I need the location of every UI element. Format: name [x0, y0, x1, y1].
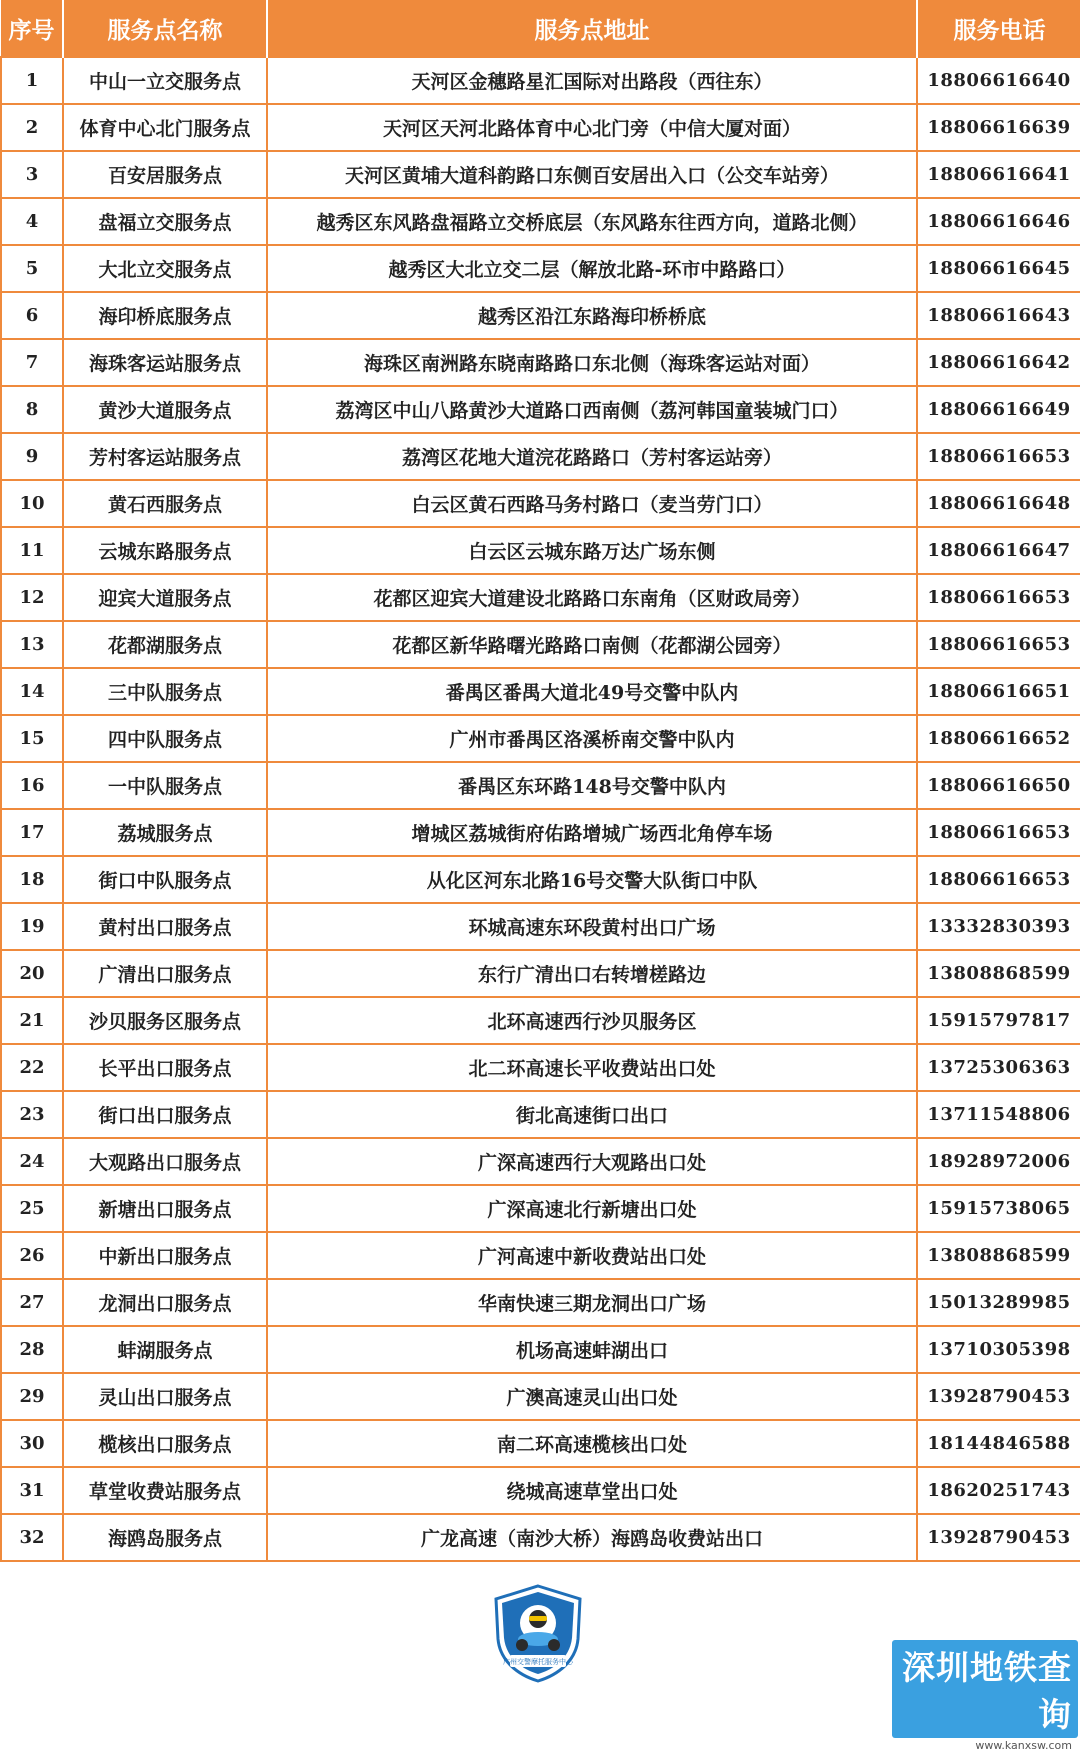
- service-point-address: 东行广清出口右转增槎路边: [267, 950, 917, 997]
- table-header: [1, 0, 1080, 57]
- row-index: 30: [1, 1420, 63, 1467]
- table-row: [1, 715, 1080, 762]
- service-phone: 13332830393: [917, 903, 1080, 950]
- row-index: 31: [1, 1467, 63, 1514]
- service-point-address: 广州市番禺区洛溪桥南交警中队内: [267, 715, 917, 762]
- service-phone: 15915738065: [917, 1185, 1080, 1232]
- service-point-address: 广深高速北行新塘出口处: [267, 1185, 917, 1232]
- service-point-address: 街北高速街口出口: [267, 1091, 917, 1138]
- row-index: 29: [1, 1373, 63, 1420]
- row-index: 27: [1, 1279, 63, 1326]
- service-point-address: 天河区天河北路体育中心北门旁（中信大厦对面）: [267, 104, 917, 151]
- service-point-address: 绕城高速草堂出口处: [267, 1467, 917, 1514]
- service-phone: 18928972006: [917, 1138, 1080, 1185]
- row-index: 5: [1, 245, 63, 292]
- service-phone: 18806616645: [917, 245, 1080, 292]
- service-point-address: 广龙高速（南沙大桥）海鸥岛收费站出口: [267, 1514, 917, 1561]
- table-row: [1, 433, 1080, 480]
- table-row: [1, 245, 1080, 292]
- header-index: 序号: [1, 0, 63, 57]
- service-point-address: 番禺区番禺大道北49号交警中队内: [267, 668, 917, 715]
- table-row: [1, 1044, 1080, 1091]
- service-phone: 18806616641: [917, 151, 1080, 198]
- table-row: [1, 57, 1080, 104]
- service-point-address: 天河区金穗路星汇国际对出路段（西往东）: [267, 57, 917, 104]
- service-point-name: 灵山出口服务点: [63, 1373, 267, 1420]
- service-point-address: 番禺区东环路148号交警中队内: [267, 762, 917, 809]
- service-point-address: 花都区迎宾大道建设北路路口东南角（区财政局旁）: [267, 574, 917, 621]
- table-row: [1, 386, 1080, 433]
- watermark: [892, 1640, 1078, 1752]
- service-point-name: 一中队服务点: [63, 762, 267, 809]
- row-index: 9: [1, 433, 63, 480]
- table-row: [1, 198, 1080, 245]
- service-point-address: 广澳高速灵山出口处: [267, 1373, 917, 1420]
- table-row: [1, 1467, 1080, 1514]
- traffic-police-logo: [490, 1583, 586, 1683]
- service-phone: 13928790453: [917, 1373, 1080, 1420]
- service-point-address: 白云区黄石西路马务村路口（麦当劳门口）: [267, 480, 917, 527]
- service-point-name: 荔城服务点: [63, 809, 267, 856]
- service-phone: 18806616648: [917, 480, 1080, 527]
- service-phone: 18806616652: [917, 715, 1080, 762]
- service-point-name: 三中队服务点: [63, 668, 267, 715]
- service-point-name: 海鸥岛服务点: [63, 1514, 267, 1561]
- service-point-address: 北二环高速长平收费站出口处: [267, 1044, 917, 1091]
- service-point-name: 黄石西服务点: [63, 480, 267, 527]
- service-point-address: 北环高速西行沙贝服务区: [267, 997, 917, 1044]
- service-phone: 18806616646: [917, 198, 1080, 245]
- service-point-name: 盘福立交服务点: [63, 198, 267, 245]
- service-point-name: 黄沙大道服务点: [63, 386, 267, 433]
- row-index: 16: [1, 762, 63, 809]
- service-point-name: 花都湖服务点: [63, 621, 267, 668]
- service-point-name: 沙贝服务区服务点: [63, 997, 267, 1044]
- service-point-address: 机场高速蚌湖出口: [267, 1326, 917, 1373]
- table-row: [1, 1138, 1080, 1185]
- service-point-name: 龙洞出口服务点: [63, 1279, 267, 1326]
- service-phone: 13710305398: [917, 1326, 1080, 1373]
- logo-caption: 广州交警摩托服务中心: [503, 1658, 573, 1666]
- table-row: [1, 668, 1080, 715]
- row-index: 23: [1, 1091, 63, 1138]
- row-index: 7: [1, 339, 63, 386]
- table-row: [1, 1326, 1080, 1373]
- service-point-name: 新塘出口服务点: [63, 1185, 267, 1232]
- service-point-name: 广清出口服务点: [63, 950, 267, 997]
- shield-icon: [490, 1583, 586, 1683]
- service-point-address: 广深高速西行大观路出口处: [267, 1138, 917, 1185]
- service-phone: 13711548806: [917, 1091, 1080, 1138]
- service-point-name: 海珠客运站服务点: [63, 339, 267, 386]
- service-phone: 18806616653: [917, 433, 1080, 480]
- row-index: 3: [1, 151, 63, 198]
- service-point-name: 迎宾大道服务点: [63, 574, 267, 621]
- service-phone: 18806616649: [917, 386, 1080, 433]
- row-index: 19: [1, 903, 63, 950]
- service-point-address: 华南快速三期龙洞出口广场: [267, 1279, 917, 1326]
- service-point-address: 白云区云城东路万达广场东侧: [267, 527, 917, 574]
- service-phone: 18806616643: [917, 292, 1080, 339]
- service-point-address: 花都区新华路曙光路路口南侧（花都湖公园旁）: [267, 621, 917, 668]
- service-phone: 18806616650: [917, 762, 1080, 809]
- service-phone: 18806616642: [917, 339, 1080, 386]
- service-point-name: 街口出口服务点: [63, 1091, 267, 1138]
- service-point-name: 黄村出口服务点: [63, 903, 267, 950]
- row-index: 12: [1, 574, 63, 621]
- service-point-address: 南二环高速榄核出口处: [267, 1420, 917, 1467]
- table-row: [1, 574, 1080, 621]
- header-name: 服务点名称: [63, 0, 267, 57]
- watermark-url: www.kanxsw.com: [975, 1739, 1072, 1752]
- service-point-address: 荔湾区花地大道浣花路路口（芳村客运站旁）: [267, 433, 917, 480]
- table-row: [1, 527, 1080, 574]
- row-index: 13: [1, 621, 63, 668]
- service-phone: 18806616640: [917, 57, 1080, 104]
- table-row: [1, 104, 1080, 151]
- row-index: 11: [1, 527, 63, 574]
- table-row: [1, 480, 1080, 527]
- header-row: [1, 0, 1080, 57]
- row-index: 1: [1, 57, 63, 104]
- service-phone: 13928790453: [917, 1514, 1080, 1561]
- service-phone: 18806616653: [917, 621, 1080, 668]
- service-point-address: 天河区黄埔大道科韵路口东侧百安居出入口（公交车站旁）: [267, 151, 917, 198]
- table-row: [1, 950, 1080, 997]
- service-point-address: 越秀区沿江东路海印桥桥底: [267, 292, 917, 339]
- service-point-address: 越秀区大北立交二层（解放北路-环市中路路口）: [267, 245, 917, 292]
- table-row: [1, 621, 1080, 668]
- row-index: 6: [1, 292, 63, 339]
- service-phone: 15013289985: [917, 1279, 1080, 1326]
- row-index: 21: [1, 997, 63, 1044]
- row-index: 20: [1, 950, 63, 997]
- row-index: 17: [1, 809, 63, 856]
- table-row: [1, 903, 1080, 950]
- service-point-name: 长平出口服务点: [63, 1044, 267, 1091]
- table-row: [1, 1185, 1080, 1232]
- row-index: 32: [1, 1514, 63, 1561]
- service-phone: 18806616647: [917, 527, 1080, 574]
- row-index: 18: [1, 856, 63, 903]
- service-point-name: 榄核出口服务点: [63, 1420, 267, 1467]
- row-index: 14: [1, 668, 63, 715]
- service-phone: 13725306363: [917, 1044, 1080, 1091]
- service-point-address: 越秀区东风路盘福路立交桥底层（东风路东往西方向，道路北侧）: [267, 198, 917, 245]
- row-index: 26: [1, 1232, 63, 1279]
- watermark-title: 深圳地铁查询: [892, 1640, 1078, 1738]
- table-row: [1, 1279, 1080, 1326]
- service-phone: 18620251743: [917, 1467, 1080, 1514]
- table-body: [1, 57, 1080, 1561]
- table-row: [1, 762, 1080, 809]
- table-row: [1, 1091, 1080, 1138]
- service-phone: 18806616653: [917, 809, 1080, 856]
- header-address: 服务点地址: [267, 0, 917, 57]
- service-point-address: 海珠区南洲路东晓南路路口东北侧（海珠客运站对面）: [267, 339, 917, 386]
- service-point-name: 四中队服务点: [63, 715, 267, 762]
- row-index: 2: [1, 104, 63, 151]
- row-index: 25: [1, 1185, 63, 1232]
- service-phone: 13808868599: [917, 950, 1080, 997]
- service-point-name: 中山一立交服务点: [63, 57, 267, 104]
- service-phone: 18144846588: [917, 1420, 1080, 1467]
- service-phone: 18806616653: [917, 574, 1080, 621]
- service-phone: 13808868599: [917, 1232, 1080, 1279]
- table-row: [1, 809, 1080, 856]
- service-point-name: 云城东路服务点: [63, 527, 267, 574]
- service-point-name: 体育中心北门服务点: [63, 104, 267, 151]
- service-point-address: 从化区河东北路16号交警大队街口中队: [267, 856, 917, 903]
- service-point-name: 大北立交服务点: [63, 245, 267, 292]
- row-index: 4: [1, 198, 63, 245]
- service-point-name: 海印桥底服务点: [63, 292, 267, 339]
- service-point-name: 草堂收费站服务点: [63, 1467, 267, 1514]
- service-point-address: 增城区荔城街府佑路增城广场西北角停车场: [267, 809, 917, 856]
- row-index: 8: [1, 386, 63, 433]
- service-point-name: 中新出口服务点: [63, 1232, 267, 1279]
- table-row: [1, 151, 1080, 198]
- service-phone: 18806616639: [917, 104, 1080, 151]
- service-phone: 18806616653: [917, 856, 1080, 903]
- service-point-name: 街口中队服务点: [63, 856, 267, 903]
- table-row: [1, 1373, 1080, 1420]
- header-phone: 服务电话: [917, 0, 1080, 57]
- service-point-name: 芳村客运站服务点: [63, 433, 267, 480]
- service-phone: 15915797817: [917, 997, 1080, 1044]
- row-index: 15: [1, 715, 63, 762]
- row-index: 28: [1, 1326, 63, 1373]
- row-index: 24: [1, 1138, 63, 1185]
- service-point-address: 广河高速中新收费站出口处: [267, 1232, 917, 1279]
- table-row: [1, 997, 1080, 1044]
- service-point-address: 环城高速东环段黄村出口广场: [267, 903, 917, 950]
- table-row: [1, 1420, 1080, 1467]
- table-row: [1, 856, 1080, 903]
- row-index: 22: [1, 1044, 63, 1091]
- table-row: [1, 292, 1080, 339]
- service-point-address: 荔湾区中山八路黄沙大道路口西南侧（荔河韩国童装城门口）: [267, 386, 917, 433]
- service-point-name: 蚌湖服务点: [63, 1326, 267, 1373]
- service-point-name: 百安居服务点: [63, 151, 267, 198]
- table-row: [1, 339, 1080, 386]
- table-row: [1, 1514, 1080, 1561]
- service-point-name: 大观路出口服务点: [63, 1138, 267, 1185]
- service-phone: 18806616651: [917, 668, 1080, 715]
- table-row: [1, 1232, 1080, 1279]
- row-index: 10: [1, 480, 63, 527]
